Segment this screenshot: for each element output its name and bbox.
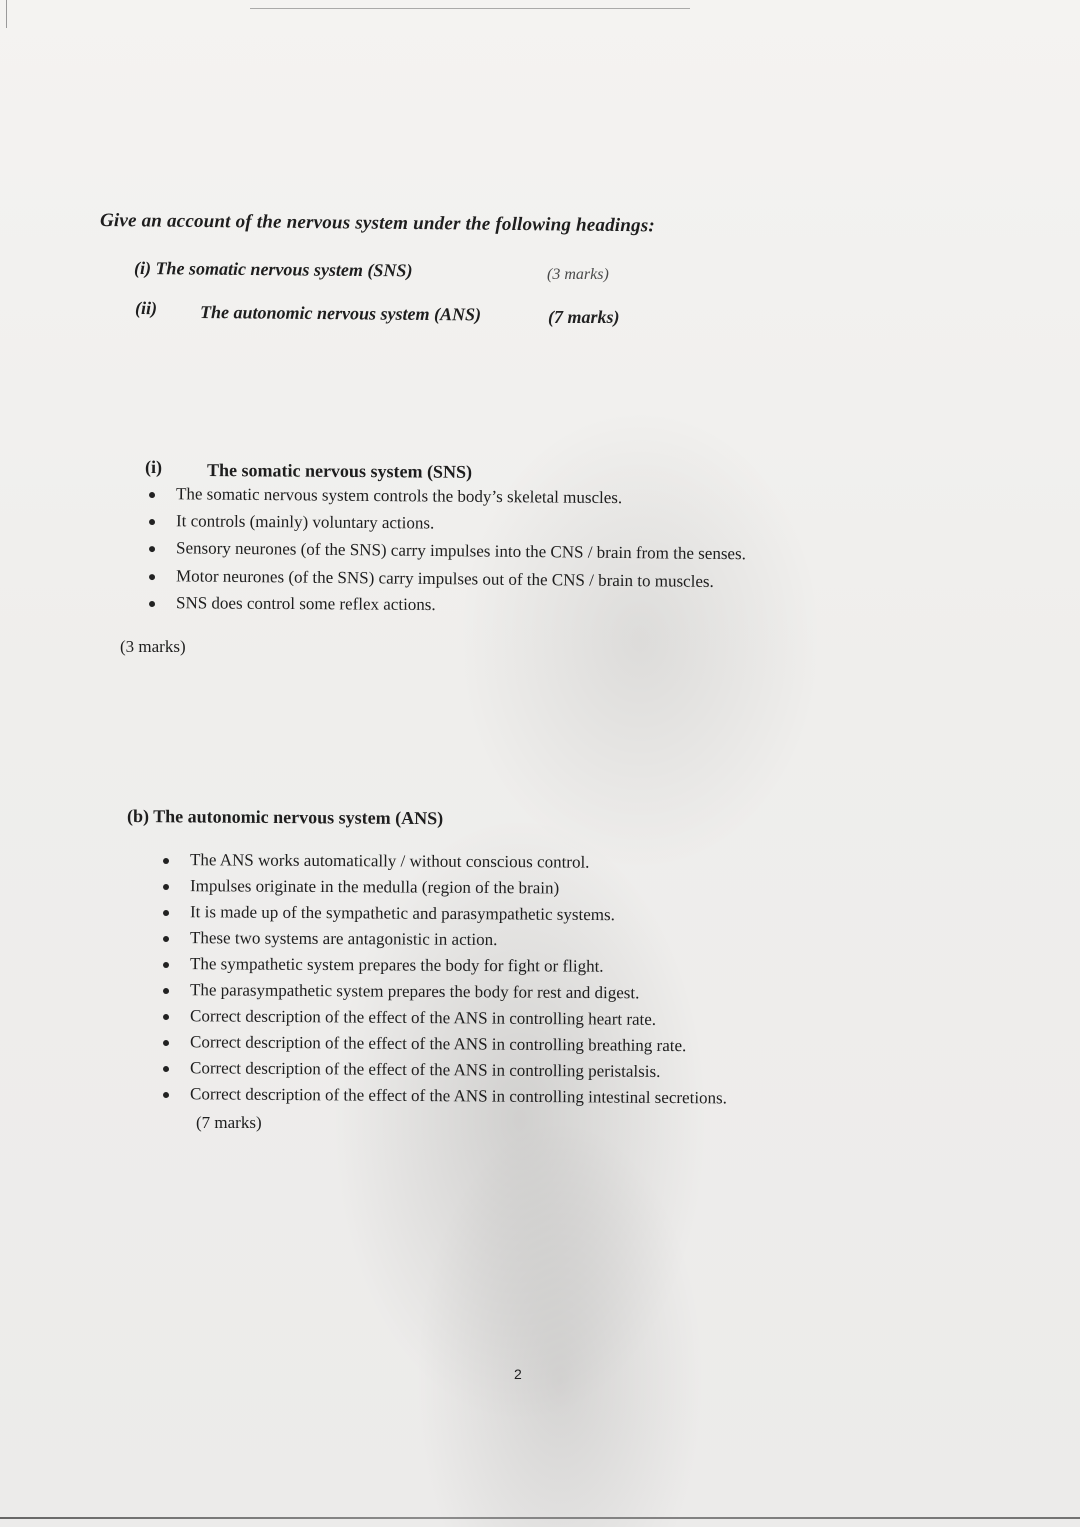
bullet-icon: [163, 936, 169, 942]
bullet-icon: [163, 910, 169, 916]
bullet-icon: [149, 519, 155, 525]
question-heading: Give an account of the nervous system under the following headings:: [99, 210, 656, 237]
bullet-icon: [149, 574, 155, 580]
list-item-text: Correct description of the effect of the ANS in controlling intestinal secretions.: [189, 1084, 728, 1108]
answer-sns-marks: (3 marks): [120, 637, 186, 656]
answer-ans-marks: (7 marks): [196, 1113, 262, 1132]
list-item-text: The ANS works automatically / without conscious control.: [189, 850, 590, 872]
bullet-icon: [163, 1066, 169, 1072]
answer-ans-title: (b) The autonomic nervous system (ANS): [126, 806, 444, 829]
list-item-text: Correct description of the effect of the ANS in controlling breathing rate.: [189, 1032, 687, 1056]
question-part-ii-number: (ii): [134, 298, 158, 319]
bullet-icon: [163, 1040, 169, 1046]
bullet-icon: [149, 546, 155, 552]
bullet-icon: [163, 858, 169, 864]
list-item-text: Sensory neurones (of the SNS) carry impulses into the CNS / brain from the senses.: [175, 538, 747, 564]
list-item: [160, 980, 727, 1010]
list-item: [160, 954, 727, 983]
answer-sns-title: The somatic nervous system (SNS): [206, 460, 473, 482]
bullet-icon: [163, 1014, 169, 1020]
list-item-text: Motor neurones (of the SNS) carry impulses out of the CNS / brain to muscles.: [175, 566, 714, 591]
list-item-text: Impulses originate in the medulla (region of the brain): [189, 876, 560, 898]
list-item: [160, 850, 727, 879]
list-item-text: The sympathetic system prepares the body for fight or flight.: [189, 954, 604, 976]
question-part-ii-marks: (7 marks): [548, 307, 620, 327]
bullet-icon: [163, 884, 169, 890]
list-item-text: The somatic nervous system controls the body’s skeletal muscles.: [175, 484, 623, 508]
list-item-text: SNS does control some reflex actions.: [175, 593, 436, 615]
list-item-text: Correct description of the effect of the ANS in controlling peristalsis.: [189, 1058, 661, 1081]
list-item: [160, 1084, 727, 1114]
bullet-icon: [149, 492, 155, 498]
list-item: [160, 876, 727, 905]
list-item-text: It controls (mainly) voluntary actions.: [175, 511, 435, 533]
list-item: [146, 593, 746, 624]
answer-ans-list: [160, 850, 727, 1110]
question-part-i-marks: (3 marks): [547, 266, 609, 283]
bottom-edge: [0, 1517, 1080, 1519]
bullet-icon: [163, 1092, 169, 1098]
list-item: [160, 902, 727, 932]
question-part-i: (i) The somatic nervous system (SNS): [133, 258, 413, 281]
list-item-text: These two systems are antagonistic in action.: [189, 928, 498, 950]
list-item-text: Correct description of the effect of the ANS in controlling heart rate.: [189, 1006, 657, 1029]
answer-sns-number: (i): [144, 457, 163, 478]
list-item: [160, 928, 727, 957]
answer-sns-list: [146, 484, 746, 620]
bullet-icon: [163, 988, 169, 994]
bullet-icon: [163, 962, 169, 968]
edge-mark: [6, 0, 7, 28]
page-number: 2: [514, 1366, 522, 1382]
question-part-ii: The autonomic nervous system (ANS): [199, 302, 482, 325]
bullet-icon: [149, 601, 155, 607]
list-item-text: The parasympathetic system prepares the body for rest and digest.: [189, 980, 640, 1003]
list-item-text: It is made up of the sympathetic and parasympathetic systems.: [189, 902, 615, 925]
top-rule: [250, 8, 690, 9]
